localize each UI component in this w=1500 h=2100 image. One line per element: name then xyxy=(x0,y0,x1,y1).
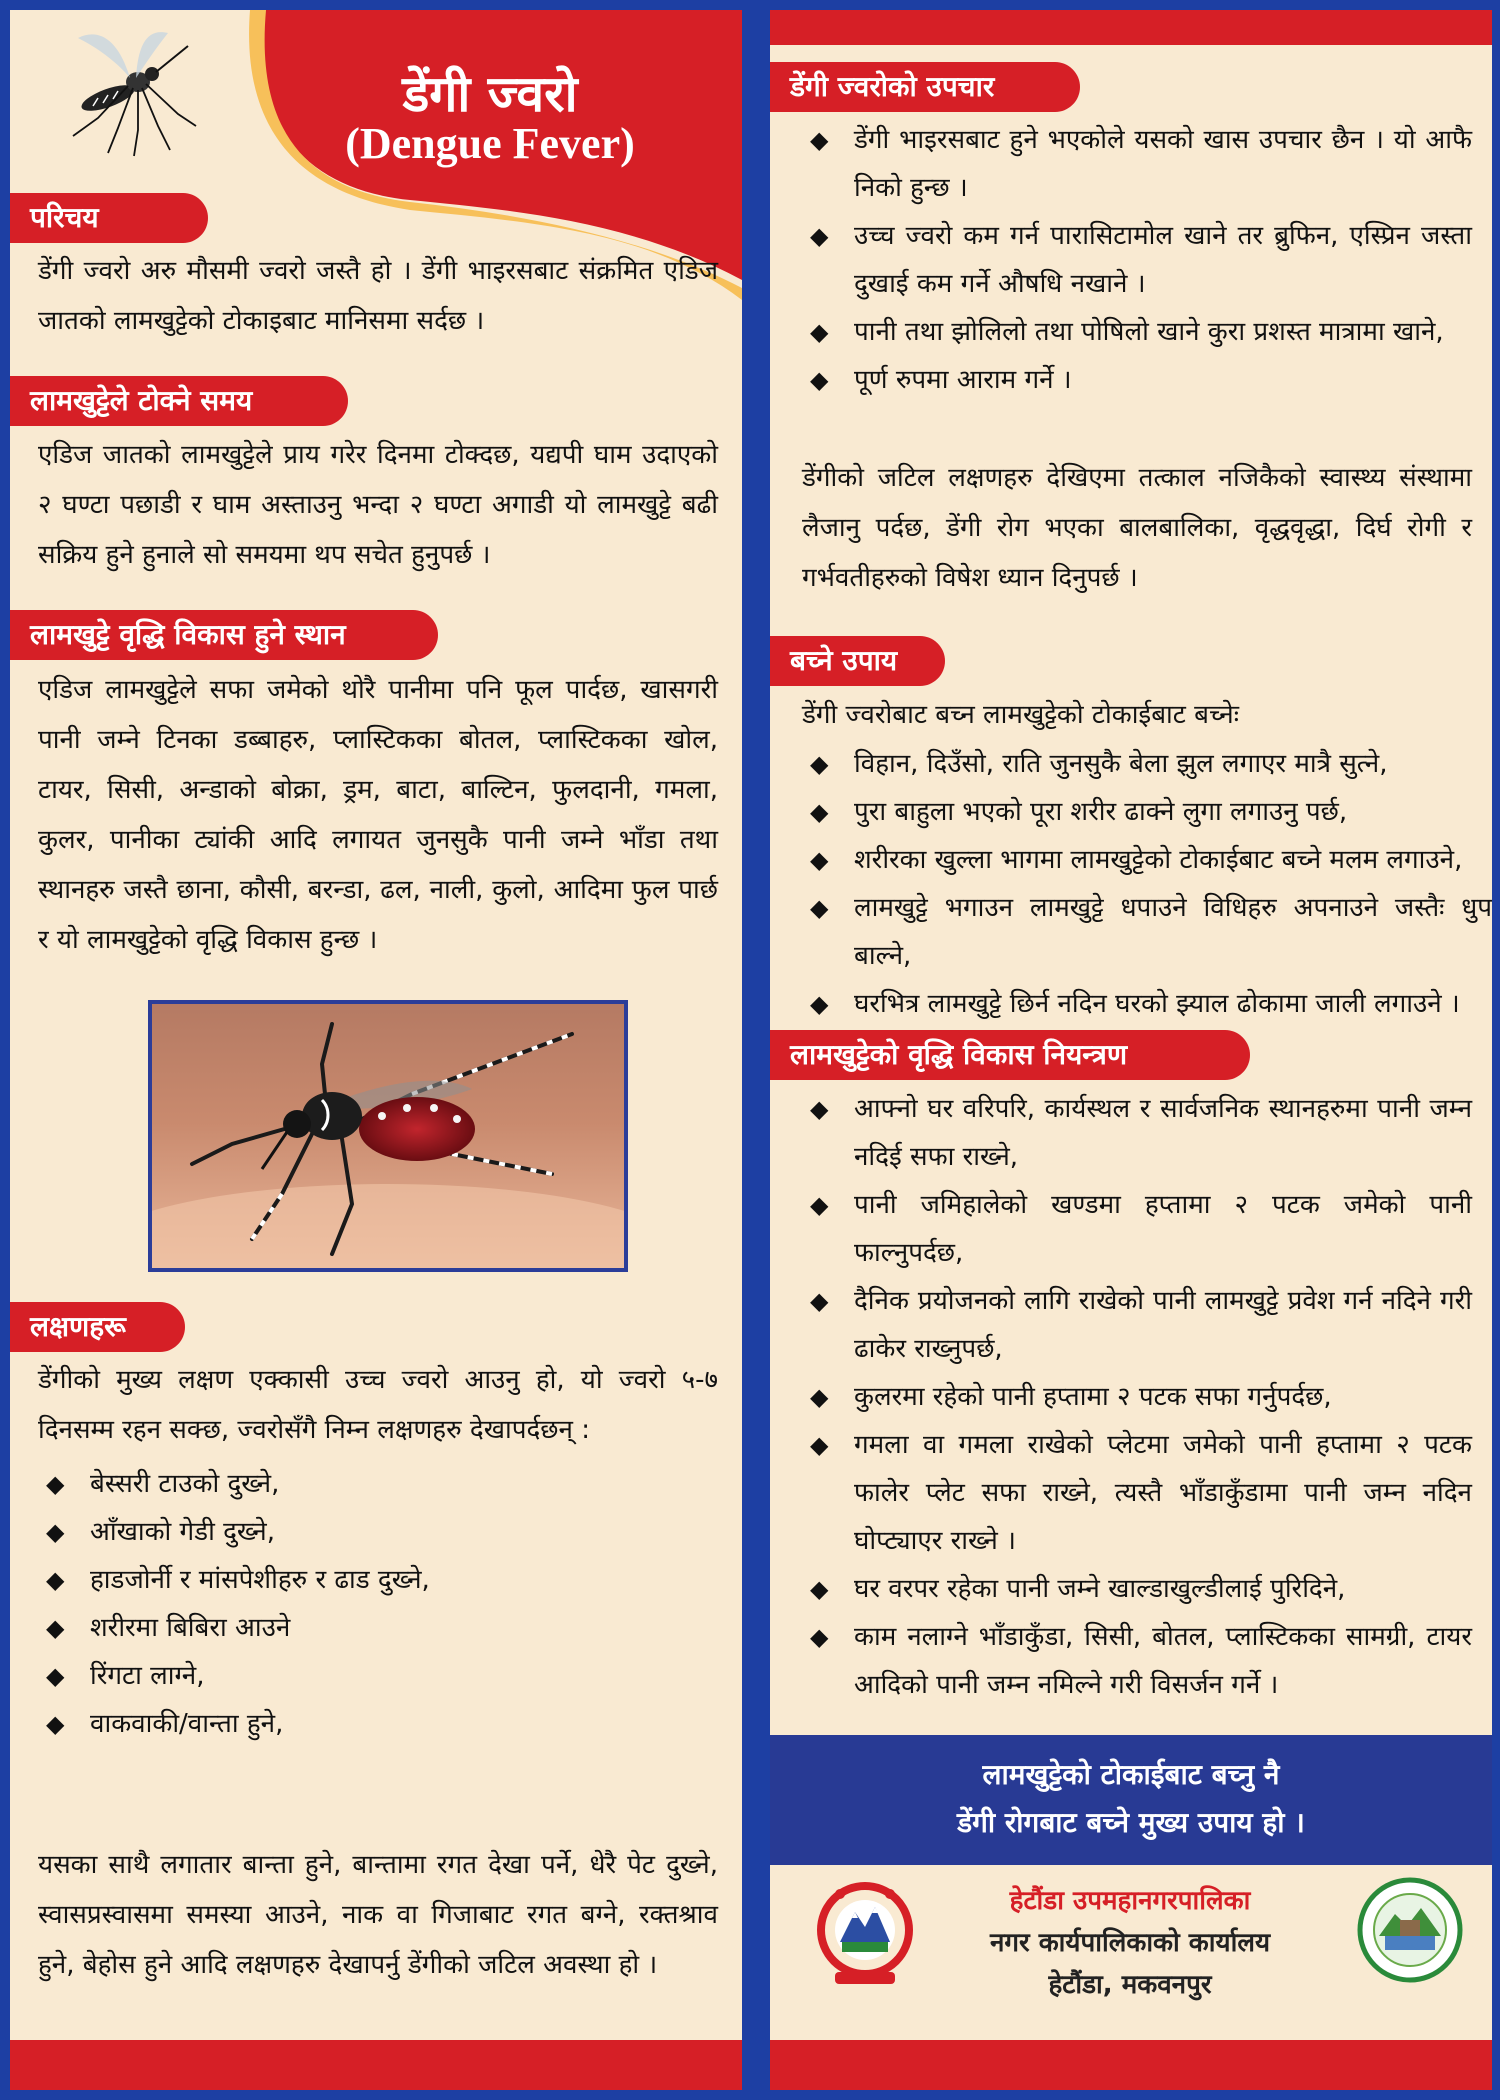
control-item xyxy=(802,1421,1472,1565)
footer-bar xyxy=(10,2040,742,2090)
prevention-item xyxy=(802,884,1492,980)
heading-prevention: बच्ने उपाय xyxy=(770,636,945,686)
nepal-emblem-icon xyxy=(810,1872,920,1992)
bullet-icon: ◆ xyxy=(46,1710,65,1738)
page-subtitle: (Dengue Fever) xyxy=(345,119,635,168)
bullet-icon: ◆ xyxy=(810,366,829,394)
symptoms-intro: डेंगीको मुख्य लक्षण एक्कासी उच्च ज्वरो आउनु हो, यो ज्वरो ५-७ दिनसम्म रहन सक्छ, ज्वरोसँगै निम्न लक्षणहरु देखापर्दछन् : xyxy=(38,1365,718,1445)
mosquito-photo xyxy=(148,1000,628,1272)
control-item-text: कुलरमा रहेको पानी हप्तामा २ पटक सफा गर्नुपर्दछ, xyxy=(854,1382,1332,1412)
bullet-icon: ◆ xyxy=(810,1383,829,1411)
bullet-icon: ◆ xyxy=(810,750,829,778)
control-item-text: काम नलाग्ने भाँडाकुँडा, सिसी, बोतल, प्लास्टिकका सामग्री, टायर आदिको पानी जम्न नमिल्ने गरी विसर्जन गर्ने । xyxy=(854,1622,1472,1700)
control-item xyxy=(802,1181,1472,1277)
treatment-list xyxy=(802,116,1472,404)
symptom-item-text: हाडजोर्नी र मांसपेशीहरु र ढाड दुख्ने, xyxy=(90,1565,430,1595)
key-message-banner xyxy=(770,1735,1492,1865)
control-item xyxy=(802,1277,1472,1373)
bite-time-text: एडिज जातको लामखुट्टेले प्राय गरेर दिनमा टोक्दछ, यद्यपी घाम उदाएको २ घण्टा पछाडी र घाम अस्ताउनु भन्दा २ घण्टा अगाडी यो लामखुट्टे बढी सक्रिय हुने हुनाले सो समयमा थप सचेत हुनुपर्छ । xyxy=(38,440,718,570)
control-item xyxy=(802,1613,1472,1709)
treatment-item xyxy=(802,308,1472,356)
symptom-item-text: आँखाको गेडी दुख्ने, xyxy=(90,1517,275,1547)
treatment-item-text: उच्च ज्वरो कम गर्न पारासिटामोल खाने तर ब्रुफिन, एस्प्रिन जस्ता दुखाई कम गर्ने औषधि नखाने । xyxy=(854,221,1472,299)
office-info xyxy=(930,1880,1330,2006)
symptom-item xyxy=(38,1652,718,1700)
prevention-item-text: शरीरका खुल्ला भागमा लामखुट्टेको टोकाईबाट बच्ने मलम लगाउने, xyxy=(854,845,1463,875)
bullet-icon: ◆ xyxy=(46,1470,65,1498)
bullet-icon: ◆ xyxy=(810,126,829,154)
prevention-item-text: लामखुट्टे भगाउन लामखुट्टे धपाउने विधिहरु अपनाउने जस्तैः धुप बाल्ने, xyxy=(854,893,1492,971)
prevention-item xyxy=(802,740,1492,788)
symptom-item-text: रिंगटा लाग्ने, xyxy=(90,1661,205,1691)
control-item-text: आफ्नो घर वरिपरि, कार्यस्थल र सार्वजनिक स्थानहरुमा पानी जम्न नदिई सफा राख्ने, xyxy=(854,1094,1472,1172)
banner-line-1: लामखुट्टेको टोकाईबाट बच्नु नै xyxy=(982,1758,1280,1791)
header-bar xyxy=(770,10,1492,45)
bullet-icon: ◆ xyxy=(46,1518,65,1546)
bullet-icon: ◆ xyxy=(810,990,829,1018)
heading-bite-time: लामखुट्टेले टोक्ने समय xyxy=(10,376,348,426)
control-item-text: घर वरपर रहेका पानी जम्ने खाल्डाखुल्डीलाई पुरिदिने, xyxy=(854,1574,1346,1604)
right-panel xyxy=(770,10,1492,2090)
control-item-text: पानी जमिहालेको खण्डमा हप्तामा २ पटक जमेको पानी फाल्नुपर्दछ, xyxy=(854,1190,1472,1268)
bullet-icon: ◆ xyxy=(810,894,829,922)
control-item-text: दैनिक प्रयोजनको लागि राखेको पानी लामखुट्टे प्रवेश गर्न नदिने गरी ढाकेर राख्नुपर्छ, xyxy=(854,1286,1472,1364)
breeding-text: एडिज लामखुट्टेले सफा जमेको थोरै पानीमा पनि फूल पार्दछ, खासगरी पानी जम्ने टिनका डब्बाहरु, प्लास्टिकका बोतल, प्लास्टिकका खोल, टायर, सिसी, अन्डाको बोक्रा, ड्रम, बाटा, बाल्टिन, फुलदानी, गमला, कुलर, पानीका ट्यांकी आदि लगायत जुनसुकै पानी जम्ने भाँडा तथा स्थानहरु जस्तै छाना, कौसी, बरन्डा, ढल, नाली, कुलो, आदिमा फुल पार्छ र यो लामखुट्टेको वृद्धि विकास हुन्छ । xyxy=(38,675,718,955)
treatment-item xyxy=(802,116,1472,212)
left-panel xyxy=(10,10,742,2090)
heading-breeding: लामखुट्टे वृद्धि विकास हुने स्थान xyxy=(10,610,438,660)
bullet-icon: ◆ xyxy=(810,1287,829,1315)
bullet-icon: ◆ xyxy=(46,1566,65,1594)
treatment-item-text: पूर्ण रुपमा आराम गर्ने । xyxy=(854,365,1072,395)
treatment-item xyxy=(802,356,1472,404)
prevention-item-text: पुरा बाहुला भएको पूरा शरीर ढाक्ने लुगा लगाउनु पर्छ, xyxy=(854,797,1348,827)
symptom-item-text: वाकवाकी/वान्ता हुने, xyxy=(90,1709,284,1739)
bullet-icon: ◆ xyxy=(46,1614,65,1642)
prevention-list xyxy=(802,740,1492,1028)
municipality-name: हेटौंडा उपमहानगरपालिका xyxy=(1009,1886,1251,1916)
banner-line-2: डेंगी रोगबाट बच्ने मुख्य उपाय हो । xyxy=(957,1806,1305,1839)
bullet-icon: ◆ xyxy=(810,1623,829,1651)
symptom-item xyxy=(38,1460,718,1508)
prevention-intro: डेंगी ज्वरोबाट बच्न लामखुट्टेको टोकाईबाट बच्नेः xyxy=(802,700,1239,730)
control-item xyxy=(802,1085,1472,1181)
control-list xyxy=(802,1085,1472,1709)
bullet-icon: ◆ xyxy=(810,318,829,346)
office-name: नगर कार्यपालिकाको कार्यालय xyxy=(989,1928,1271,1958)
bullet-icon: ◆ xyxy=(810,1095,829,1123)
mosquito-icon xyxy=(38,18,198,158)
symptom-item xyxy=(38,1556,718,1604)
municipality-logo-icon xyxy=(1355,1870,1465,1990)
heading-control: लामखुट्टेको वृद्धि विकास नियन्त्रण xyxy=(770,1030,1250,1080)
bullet-icon: ◆ xyxy=(46,1662,65,1690)
bullet-icon: ◆ xyxy=(810,846,829,874)
footer-bar xyxy=(770,2040,1492,2090)
page-title: डेंगी ज्वरो xyxy=(402,64,578,123)
symptoms-outro: यसका साथै लगातार बान्ता हुने, बान्तामा रगत देखा पर्ने, धेरै पेट दुख्ने, स्वासप्रस्वासमा समस्या आउने, नाक वा गिजाबाट रगत बग्ने, रक्तश्राव हुने, बेहोस हुने आदि लक्षणहरु देखापर्नु डेंगीको जटिल अवस्था हो । xyxy=(38,1850,718,1980)
prevention-item-text: विहान, दिउँसो, राति जुनसुकै बेला झुल लगाएर मात्रै सुत्ने, xyxy=(854,749,1388,779)
bullet-icon: ◆ xyxy=(810,222,829,250)
bullet-icon: ◆ xyxy=(810,1431,829,1459)
control-item xyxy=(802,1565,1472,1613)
heading-treatment: डेंगी ज्वरोको उपचार xyxy=(770,62,1080,112)
symptom-item-text: शरीरमा बिबिरा आउने xyxy=(90,1613,291,1643)
symptom-item-text: बेस्सरी टाउको दुख्ने, xyxy=(90,1469,280,1499)
bullet-icon: ◆ xyxy=(810,1575,829,1603)
heading-symptoms: लक्षणहरू xyxy=(10,1302,185,1352)
control-item-text: गमला वा गमला राखेको प्लेटमा जमेको पानी हप्तामा २ पटक फालेर प्लेट सफा राख्ने, त्यस्तै भाँडाकुँडामा पानी जम्न नदिन घोप्ट्याएर राख्ने । xyxy=(854,1430,1472,1556)
intro-text: डेंगी ज्वरो अरु मौसमी ज्वरो जस्तै हो । डेंगी भाइरसबाट संक्रमित एडिज जातको लामखुट्टेको टोकाइबाट मानिसमा सर्दछ । xyxy=(38,256,718,336)
bullet-icon: ◆ xyxy=(810,798,829,826)
prevention-item xyxy=(802,788,1492,836)
treatment-item xyxy=(802,212,1472,308)
prevention-item xyxy=(802,836,1492,884)
treatment-item-text: डेंगी भाइरसबाट हुने भएकोले यसको खास उपचार छैन । यो आफै निको हुन्छ । xyxy=(854,125,1472,203)
heading-intro: परिचय xyxy=(10,193,208,243)
treatment-item-text: पानी तथा झोलिलो तथा पोषिलो खाने कुरा प्रशस्त मात्रामा खाने, xyxy=(854,317,1444,347)
treatment-note: डेंगीको जटिल लक्षणहरु देखिएमा तत्काल नजिकैको स्वास्थ्य संस्थामा लैजानु पर्दछ, डेंगी रोग भएका बालबालिका, वृद्धवृद्धा, दिर्घ रोगी र गर्भवतीहरुको विषेश ध्यान दिनुपर्छ । xyxy=(802,463,1472,593)
symptom-item xyxy=(38,1700,718,1748)
prevention-item-text: घरभित्र लामखुट्टे छिर्न नदिन घरको झ्याल ढोकामा जाली लगाउने । xyxy=(854,989,1460,1019)
symptom-list xyxy=(38,1460,718,1748)
bullet-icon: ◆ xyxy=(810,1191,829,1219)
prevention-item xyxy=(802,980,1492,1028)
office-address: हेटौंडा, मकवनपुर xyxy=(1048,1970,1212,2000)
control-item xyxy=(802,1373,1472,1421)
symptom-item xyxy=(38,1604,718,1652)
symptom-item xyxy=(38,1508,718,1556)
